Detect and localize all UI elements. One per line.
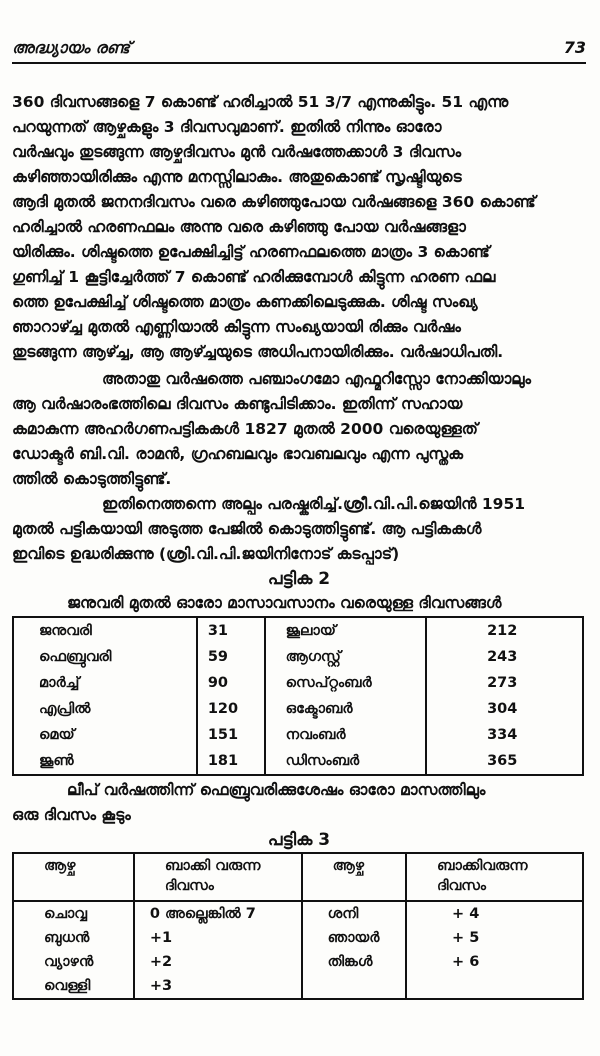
text-line: ത്തിൽ കൊടുത്തിട്ടുണ്ട്.: [12, 470, 172, 488]
text-line: ഹരിച്ചാൽ ഹരണഫലം അന്നു വരെ കഴിഞ്ഞു പോയ വർഷങ്ങളാ: [12, 218, 466, 236]
table-cell: ചൊവ്വ: [13, 901, 134, 926]
table-row: [13, 644, 583, 670]
table-cell: 365: [426, 748, 583, 775]
table-cell: മാർച്ച്: [13, 670, 197, 696]
table-cell: 273: [426, 670, 583, 696]
table-3-caption: പട്ടിക 3: [267, 830, 331, 850]
table-cell: സെപ്റ്റംബർ: [265, 670, 426, 696]
table-cell: 151: [197, 722, 265, 748]
table-row: [13, 617, 583, 644]
text-line: 360 ദിവസങ്ങളെ 7 കൊണ്ട് ഹരിച്ചാൽ 51 3/7 എന്നുകിട്ടും. 51 എന്നു: [12, 93, 509, 111]
table-cell: + 6: [406, 950, 583, 974]
text-line: ഇതിനെത്തന്നെ അല്പം പരഷ്കരിച്ച്.ശ്രീ.വി.പി.ജെയിൻ 1951: [102, 495, 526, 513]
table-cell: ആഗസ്റ്റ്: [265, 644, 426, 670]
paragraph-2: [12, 367, 586, 492]
table-cell: [406, 974, 583, 999]
chapter-title: അദ്ധ്യായം രണ്ട്: [12, 38, 130, 57]
table-cell: മെയ്: [13, 722, 197, 748]
table-row: [13, 670, 583, 696]
column-header: ബാക്കിവരുന്ന ദിവസം: [406, 853, 583, 901]
table-cell: + 5: [406, 926, 583, 950]
text-line: തുടങ്ങുന്ന ആഴ്ച്ച, ആ ആഴ്ച്ചയുടെ അധിപനായിരിക്കും. വർഷാധിപതി.: [12, 343, 504, 361]
table-cell: ജൂലായ്: [265, 617, 426, 644]
table-cell: 31: [197, 617, 265, 644]
table-cell: +1: [134, 926, 302, 950]
text-line: ആദി മുതൽ ജനനദിവസം വരെ കഴിഞ്ഞുപോയ വർഷങ്ങളെ 360 കൊണ്ട്: [12, 193, 536, 211]
table-cell: ഒക്ടോബർ: [265, 696, 426, 722]
table-cell: ഞായർ: [302, 926, 406, 950]
table-row: [13, 696, 583, 722]
table-cell: 212: [426, 617, 583, 644]
table-cell: 120: [197, 696, 265, 722]
text-line: മുതൽ പട്ടികയായി അടുത്ത പേജിൽ കൊടുത്തിട്ടുണ്ട്. ആ പട്ടികകൾ: [12, 520, 482, 538]
text-line: വർഷവും തുടങ്ങുന്ന ആഴ്ചദിവസം മുൻ വർഷത്തേക്കാൾ 3 ദിവസം: [12, 143, 462, 161]
table-cell: എപ്രിൽ: [13, 696, 197, 722]
table-3: [12, 852, 584, 1000]
text-line: യിരിക്കും. ശിഷ്ടത്തെ ഉപേക്ഷിച്ചിട്ട് ഹരണഫലത്തെ മാത്രം 3 കൊണ്ട്: [12, 243, 490, 261]
table-2-caption: പട്ടിക 2: [267, 569, 331, 589]
column-header: ബാക്കി വരുന്ന ദിവസം: [134, 853, 302, 901]
text-line: പറയുന്നത് ആഴ്ചകളും 3 ദിവസവുമാണ്. ഇതിൽ നിന്നും ഓരോ: [12, 118, 442, 136]
table-cell: 334: [426, 722, 583, 748]
paragraph-1: [12, 90, 586, 365]
text-line: ഞാറാഴ്ച്ച മുതൽ എണ്ണിയാൽ കിട്ടുന്ന സംഖ്യയായി രിക്കും വർഷം: [12, 318, 461, 336]
table-row: [13, 748, 583, 775]
text-line: ഇവിടെ ഉദ്ധരിക്കുന്നു (ശ്രി.വി.പി.ജയിനിനോട് കടപ്പാട്): [12, 545, 400, 563]
table-row: [13, 950, 583, 974]
table-cell: +3: [134, 974, 302, 999]
table-row: [13, 926, 583, 950]
table-cell: 0 അല്ലെങ്കിൽ 7: [134, 901, 302, 926]
table-cell: 304: [426, 696, 583, 722]
table-cell: 90: [197, 670, 265, 696]
text-line: ഒരു ദിവസം കൂടും: [12, 806, 131, 824]
table-cell: ബുധൻ: [13, 926, 134, 950]
leap-year-note: [12, 778, 586, 828]
text-line: ലീപ് വർഷത്തിന്ന് ഫെബ്രുവരിക്കുശേഷം ഓരോ മാസത്തിലും: [67, 781, 486, 799]
table-header-row: [13, 853, 583, 901]
table-row: [13, 901, 583, 926]
table-2: [12, 616, 584, 776]
table-row: [13, 722, 583, 748]
table-cell: 181: [197, 748, 265, 775]
table-cell: ഡിസംബർ: [265, 748, 426, 775]
text-line: ത്തെ ഉപേക്ഷിച്ച് ശിഷ്ടത്തെ മാത്രം കണക്കിലെടുക്കുക. ശിഷ്ട സംഖ്യ: [12, 293, 478, 311]
table-cell: ശനി: [302, 901, 406, 926]
table-cell: നവംബർ: [265, 722, 426, 748]
text-line: ഗുണിച്ച് 1 കൂട്ടിച്ചേർത്ത് 7 കൊണ്ട് ഹരിക്കുമ്പോൾ കിട്ടുന്ന ഹരണ ഫല: [12, 268, 496, 286]
table-row: [13, 974, 583, 999]
table-cell: ജൂൺ: [13, 748, 197, 775]
table-cell: +2: [134, 950, 302, 974]
table-cell: [302, 974, 406, 999]
table-cell: 243: [426, 644, 583, 670]
table-cell: ജനുവരി: [13, 617, 197, 644]
column-header: ആഴ്ച: [13, 853, 134, 901]
text-line: ഡോക്ടർ ബി.വി. രാമൻ, ഗ്രഹബലവും ഭാവബലവും എന്ന പുസ്തക: [12, 445, 463, 463]
page-number: 73: [563, 38, 586, 57]
table-cell: 59: [197, 644, 265, 670]
running-header: [12, 38, 586, 64]
table-2-subtitle: ജനുവരി മുതൽ ഓരോ മാസാവസാനം വരെയുള്ള ദിവസങ്ങൾ: [67, 594, 502, 612]
table-cell: ഫെബ്രുവരി: [13, 644, 197, 670]
table-cell: + 4: [406, 901, 583, 926]
text-line: കമാകുന്ന അഹർഗണപട്ടികകൾ 1827 മുതൽ 2000 വരെയുള്ളത്: [12, 420, 478, 438]
text-line: കഴിഞ്ഞായിരിക്കും എന്നു മനസ്സിലാകും. അതുകൊണ്ട് സൃഷ്ടിയുടെ: [12, 168, 462, 186]
text-line: ആ വർഷാരംഭത്തിലെ ദിവസം കണ്ടുപിടിക്കാം. ഇതിന്ന് സഹായ: [12, 395, 463, 413]
column-header: ആഴ്ച: [302, 853, 406, 901]
table-cell: തിങ്കൾ: [302, 950, 406, 974]
text-line: അതാതു വർഷത്തെ പഞ്ചാംഗമോ എഫ്മറിസ്സോ നോക്കിയാലും: [102, 370, 532, 388]
table-cell: വെള്ളി: [13, 974, 134, 999]
paragraph-3: [12, 492, 586, 567]
table-cell: വ്യാഴൻ: [13, 950, 134, 974]
